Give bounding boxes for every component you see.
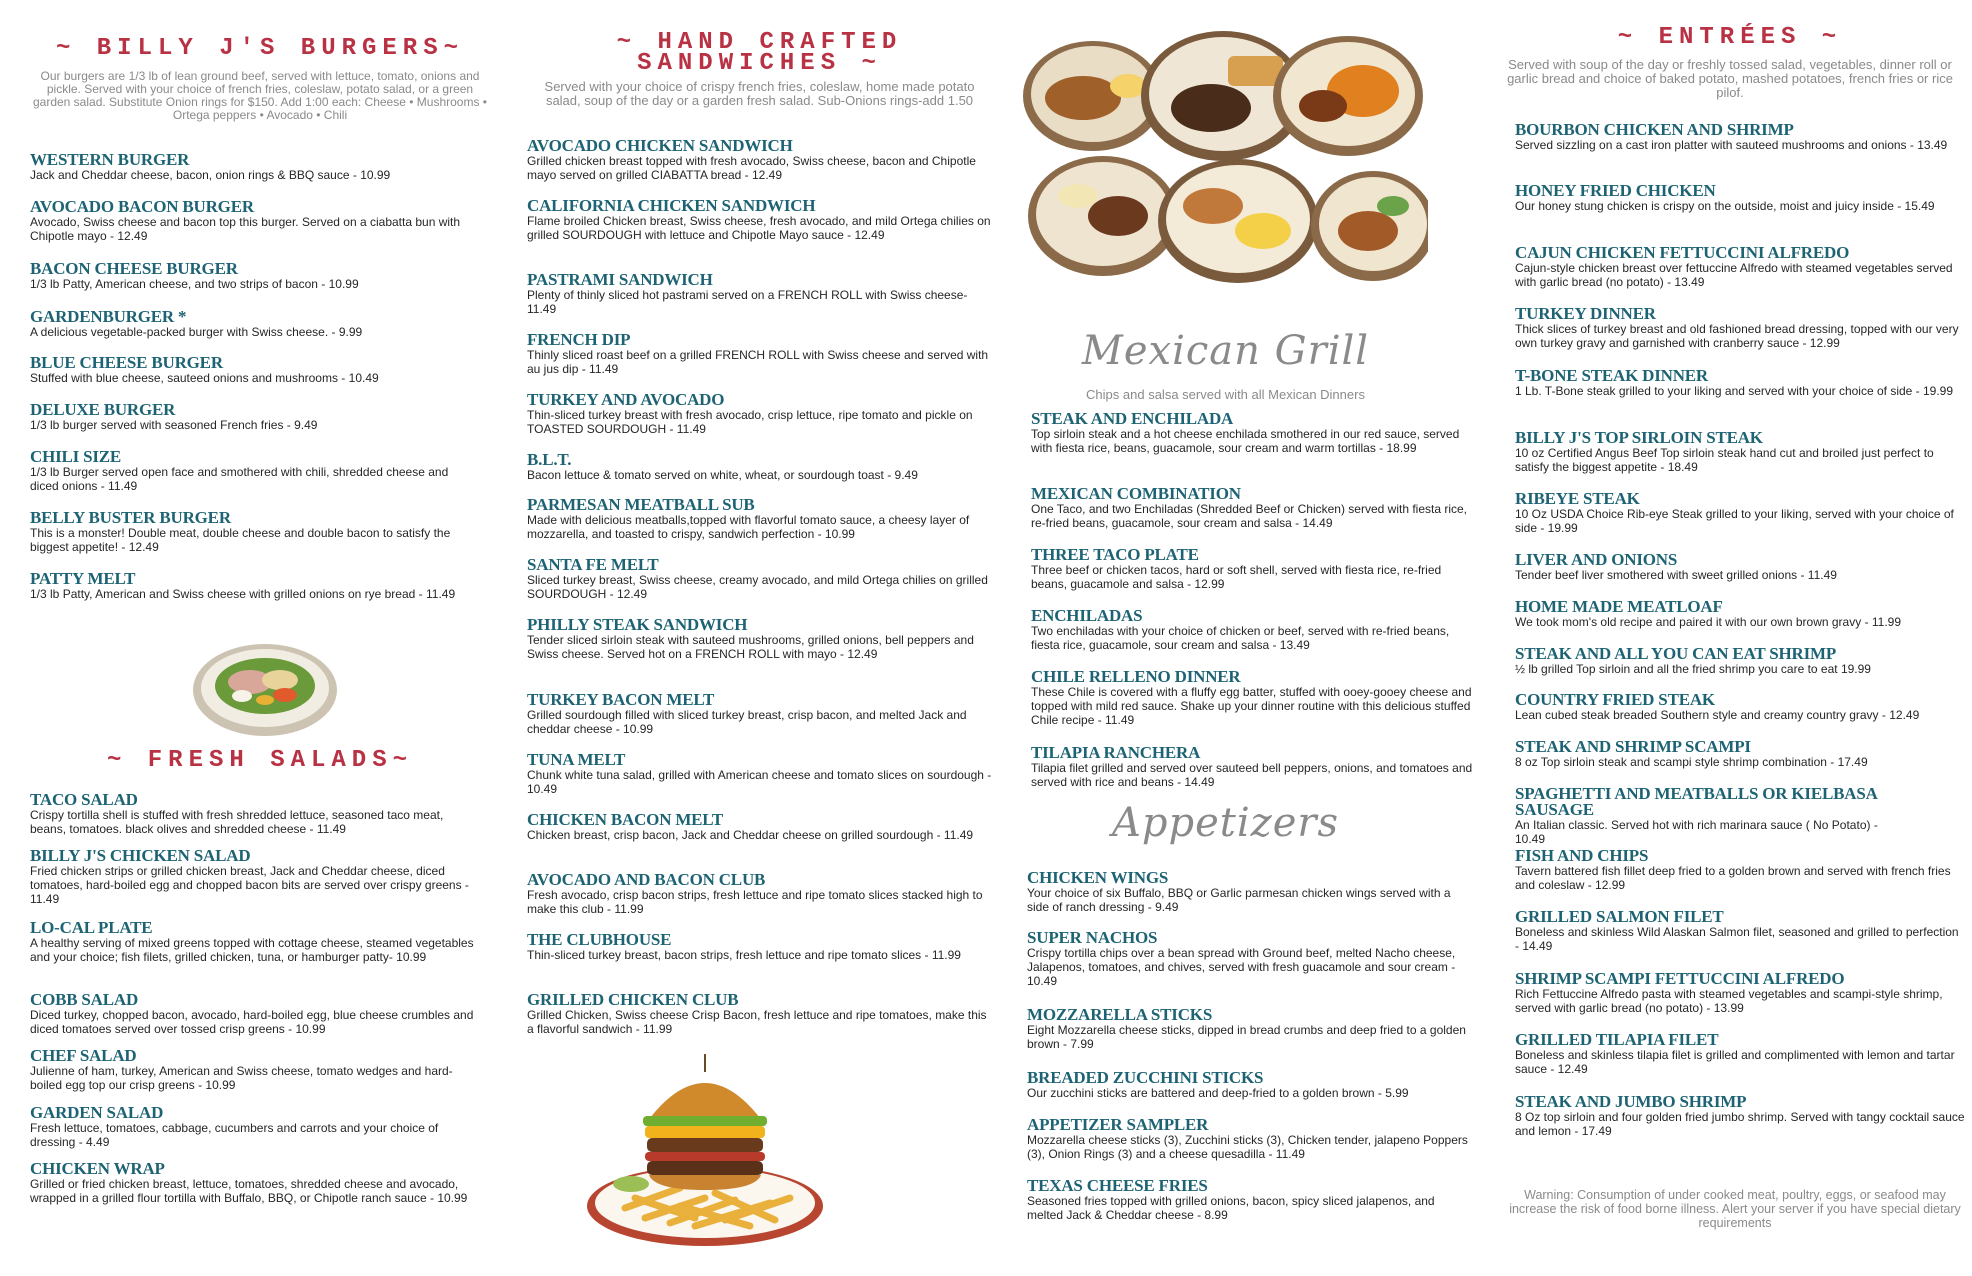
item-description: Our honey stung chicken is crispy on the outside, moist and juicy inside - 15.49 bbox=[1515, 199, 1935, 213]
item-description: Thinly sliced roast beef on a grilled FRENCH ROLL with Swiss cheese and served with au jus dip - 11.49 bbox=[527, 348, 989, 376]
item-description: 1 Lb. T-Bone steak grilled to your liking and served with your choice of side - 19.99 bbox=[1515, 384, 1954, 398]
item-description: 1/3 lb burger served with seasoned French fries - 9.49 bbox=[30, 418, 318, 432]
entrees-intro: Served with soup of the day or freshly tossed salad, vegetables, dinner roll or garlic bread and choice of baked potato, mashed potatoes, french fries or rice pilof. bbox=[1507, 57, 1953, 100]
item-name: CAJUN CHICKEN FETTUCCINI ALFREDO bbox=[1515, 243, 1850, 262]
item-description: Flame broiled Chicken breast, Swiss cheese, fresh avocado, and mild Ortega chilies on grilled SOURDOUGH with lettuce and Chipotle Mayo sauce - 12.49 bbox=[527, 214, 991, 242]
item-name: SANTA FE MELT bbox=[527, 555, 659, 574]
menu-item bbox=[1515, 183, 1965, 213]
menu-item bbox=[1031, 669, 1473, 727]
item-description: Grilled or fried chicken breast, lettuce, tomatoes, shredded cheese and avocado, wrapped in a grilled flour tortilla with Buffalo, BBQ, or Chipotle ranch sauce - 10.99 bbox=[30, 1177, 468, 1205]
item-description: Tender beef liver smothered with sweet grilled onions - 11.49 bbox=[1515, 568, 1837, 582]
item-description: 10 oz Certified Angus Beef Top sirloin steak hand cut and broiled just perfect to satisfy the biggest appetite - 18.49 bbox=[1515, 446, 1934, 474]
menu-item bbox=[1515, 909, 1965, 953]
item-name: CHICKEN WINGS bbox=[1027, 868, 1169, 887]
menu-item bbox=[527, 812, 992, 842]
item-description: Chicken breast, crisp bacon, Jack and Cheddar cheese on grilled sourdough - 11.49 bbox=[527, 828, 974, 842]
item-name: BELLY BUSTER BURGER bbox=[30, 508, 231, 527]
menu-item bbox=[30, 848, 480, 906]
item-name: CHILI SIZE bbox=[30, 447, 122, 466]
item-name: ENCHILADAS bbox=[1031, 606, 1143, 625]
item-name: TURKEY BACON MELT bbox=[527, 690, 715, 709]
item-description: A delicious vegetable-packed burger with Swiss cheese. - 9.99 bbox=[30, 325, 363, 339]
menu-item bbox=[1515, 786, 1895, 846]
item-name: PATTY MELT bbox=[30, 569, 136, 588]
item-name: MOZZARELLA STICKS bbox=[1027, 1005, 1213, 1024]
item-description: Eight Mozzarella cheese sticks, dipped in bread crumbs and deep fried to a golden brown - 7.99 bbox=[1027, 1023, 1466, 1051]
menu-item bbox=[1031, 547, 1473, 591]
item-name: GARDENBURGER * bbox=[30, 307, 187, 326]
item-description: Thick slices of turkey breast and old fashioned bread dressing, topped with our very own turkey gravy and garnished with cranberry sauce - 12.99 bbox=[1515, 322, 1959, 350]
item-description: One Taco, and two Enchiladas (Shredded Beef or Chicken) served with fiesta rice, re-fried beans, guacamole, sour cream and salsa - 14.49 bbox=[1031, 502, 1468, 530]
item-description: Tavern battered fish fillet deep fried to a golden brown and served with french fries and coleslaw - 12.99 bbox=[1515, 864, 1951, 892]
menu-item bbox=[1031, 608, 1473, 652]
item-name: SPAGHETTI AND MEATBALLS OR KIELBASA SAUSAGE bbox=[1515, 784, 1877, 819]
item-description: Tender sliced sirloin steak with sauteed mushrooms, grilled onions, bell peppers and Swiss cheese. Served hot on a FRENCH ROLL with mayo - 12.49 bbox=[527, 633, 974, 661]
item-description: Top sirloin steak and a hot cheese enchilada smothered in our red sauce, served with fiesta rice, beans, guacamole, sour cream and warm tortillas - 18.99 bbox=[1031, 427, 1460, 455]
menu-item bbox=[1027, 1007, 1473, 1051]
menu-item bbox=[1515, 692, 1965, 722]
item-description: ½ lb grilled Top sirloin and all the fried shrimp you care to eat 19.99 bbox=[1515, 662, 1871, 676]
item-name: CHICKEN BACON MELT bbox=[527, 810, 724, 829]
burgers-title: ~ BILLY J'S BURGERS~ bbox=[55, 35, 465, 62]
menu-item bbox=[30, 261, 490, 291]
item-name: FRENCH DIP bbox=[527, 330, 631, 349]
item-name: GRILLED CHICKEN CLUB bbox=[527, 990, 739, 1009]
item-name: BREADED ZUCCHINI STICKS bbox=[1027, 1068, 1264, 1087]
menu-item bbox=[1515, 245, 1965, 289]
item-name: PHILLY STEAK SANDWICH bbox=[527, 615, 748, 634]
item-name: TEXAS CHEESE FRIES bbox=[1027, 1176, 1208, 1195]
item-name: PASTRAMI SANDWICH bbox=[527, 270, 713, 289]
menu-item bbox=[1515, 599, 1965, 629]
menu-item bbox=[1027, 1178, 1473, 1222]
item-name: BILLY J'S CHICKEN SALAD bbox=[30, 846, 251, 865]
item-description: This is a monster! Double meat, double cheese and double bacon to satisfy the biggest appetite! - 12.49 bbox=[30, 526, 451, 554]
item-name: HOME MADE MEATLOAF bbox=[1515, 597, 1723, 616]
item-description: 1/3 lb Patty, American cheese, and two strips of bacon - 10.99 bbox=[30, 277, 359, 291]
item-description: Three beef or chicken tacos, hard or soft shell, served with fiesta rice, re-fried beans, guacamole and salsa - 12.99 bbox=[1031, 563, 1442, 591]
item-name: TURKEY AND AVOCADO bbox=[527, 390, 725, 409]
item-name: LIVER AND ONIONS bbox=[1515, 550, 1678, 569]
item-description: Fried chicken strips or grilled chicken breast, Jack and Cheddar cheese, diced tomatoes, hard-boiled egg and chopped bacon bits are served over crispy greens - 11.49 bbox=[30, 864, 469, 906]
mexican-food-collage-image bbox=[1023, 26, 1428, 326]
item-name: CALIFORNIA CHICKEN SANDWICH bbox=[527, 196, 816, 215]
item-name: STEAK AND SHRIMP SCAMPI bbox=[1515, 737, 1751, 756]
mexican-intro: Chips and salsa served with all Mexican Dinners bbox=[1086, 387, 1365, 402]
item-description: Mozzarella cheese sticks (3), Zucchini sticks (3), Chicken tender, jalapeno Poppers (3), Onion Rings (3) and a cheese quesadilla - 11.49 bbox=[1027, 1133, 1468, 1161]
menu-item bbox=[1031, 486, 1473, 530]
menu-item bbox=[30, 1048, 480, 1092]
item-description: A healthy serving of mixed greens topped with cottage cheese, steamed vegetables and your choice; fish filets, grilled chicken, tuna, or hamburger patty- 10.99 bbox=[30, 936, 474, 964]
item-description: Crispy tortilla chips over a bean spread with Ground beef, melted Nacho cheese, Jalapenos, tomatoes, and chives, served with fresh guacamole and sour cream - 10.49 bbox=[1027, 946, 1456, 988]
menu-item bbox=[527, 557, 992, 601]
entrees-title: ~ ENTRÉES ~ bbox=[1617, 24, 1843, 51]
item-description: Thin-sliced turkey breast with fresh avocado, crisp lettuce, ripe tomato and pickle on TOASTED SOURDOUGH - 11.49 bbox=[527, 408, 973, 436]
item-description: Julienne of ham, turkey, American and Swiss cheese, tomato wedges and hard-boiled egg top our crisp greens - 10.99 bbox=[30, 1064, 453, 1092]
menu-item bbox=[527, 272, 992, 316]
item-description: Our zucchini sticks are battered and deep-fried to a golden brown - 5.99 bbox=[1027, 1086, 1409, 1100]
item-name: STEAK AND ALL YOU CAN EAT SHRIMP bbox=[1515, 644, 1837, 663]
item-description: 1/3 lb Burger served open face and smothered with chili, shredded cheese and diced onions - 11.49 bbox=[30, 465, 449, 493]
menu-item bbox=[527, 452, 992, 482]
item-name: THE CLUBHOUSE bbox=[527, 930, 672, 949]
menu-item bbox=[527, 617, 992, 661]
item-description: Crispy tortilla shell is stuffed with fresh shredded lettuce, seasoned taco meat, beans, tomatoes. black olives and shredded cheese - 11.49 bbox=[30, 808, 444, 836]
sandwiches-title-line2: SANDWICHES ~ bbox=[637, 50, 882, 77]
item-description: Made with delicious meatballs,topped with flavorful tomato sauce, a cheesy layer of mozzarella, and toasted to crispy, sandwich perfection - 10.99 bbox=[527, 513, 970, 541]
item-description: Lean cubed steak breaded Southern style and creamy country gravy - 12.49 bbox=[1515, 708, 1920, 722]
item-name: COUNTRY FRIED STEAK bbox=[1515, 690, 1715, 709]
item-name: HONEY FRIED CHICKEN bbox=[1515, 181, 1716, 200]
menu-item bbox=[527, 138, 992, 182]
item-name: LO-CAL PLATE bbox=[30, 918, 153, 937]
menu-item bbox=[527, 872, 992, 916]
menu-item bbox=[30, 792, 480, 836]
menu-item bbox=[1515, 491, 1965, 535]
menu-item bbox=[30, 992, 480, 1036]
menu-item bbox=[30, 355, 490, 385]
item-name: TILAPIA RANCHERA bbox=[1031, 743, 1201, 762]
menu-item bbox=[527, 932, 992, 962]
item-description: Fresh lettuce, tomatoes, cabbage, cucumbers and carrots and your choice of dressing - 4.49 bbox=[30, 1121, 439, 1149]
item-name: THREE TACO PLATE bbox=[1031, 545, 1199, 564]
item-name: GARDEN SALAD bbox=[30, 1103, 164, 1122]
menu-item bbox=[527, 497, 992, 541]
item-description: 1/3 lb Patty, American and Swiss cheese with grilled onions on rye bread - 11.49 bbox=[30, 587, 456, 601]
item-description: Diced turkey, chopped bacon, avocado, hard-boiled egg, blue cheese crumbles and diced tomatoes served over tossed crisp greens - 10.99 bbox=[30, 1008, 474, 1036]
item-description: Avocado, Swiss cheese and bacon top this burger. Served on a ciabatta bun with Chipotle mayo - 12.49 bbox=[30, 215, 461, 243]
item-name: COBB SALAD bbox=[30, 990, 139, 1009]
menu-item bbox=[30, 510, 470, 554]
menu-item bbox=[30, 920, 480, 964]
item-name: CHEF SALAD bbox=[30, 1046, 137, 1065]
item-description: Your choice of six Buffalo, BBQ or Garlic parmesan chicken wings served with a side of ranch dressing - 9.49 bbox=[1027, 886, 1451, 914]
item-description: Cajun-style chicken breast over fettuccine Alfredo with steamed vegetables served with garlic bread (no potato) - 13.49 bbox=[1515, 261, 1953, 289]
item-name: TURKEY DINNER bbox=[1515, 304, 1656, 323]
menu-item bbox=[527, 392, 992, 436]
item-description: 8 oz Top sirloin steak and scampi style shrimp combination - 17.49 bbox=[1515, 755, 1868, 769]
item-name: WESTERN BURGER bbox=[30, 150, 190, 169]
item-description: An Italian classic. Served hot with rich marinara sauce ( No Potato) - 10.49 bbox=[1515, 818, 1878, 846]
item-name: DELUXE BURGER bbox=[30, 400, 176, 419]
item-description: Stuffed with blue cheese, sauteed onions and mushrooms - 10.49 bbox=[30, 371, 379, 385]
menu-item bbox=[1515, 122, 1965, 152]
menu-item bbox=[1515, 1032, 1965, 1076]
menu-item bbox=[30, 199, 490, 243]
menu-item bbox=[30, 1105, 480, 1149]
item-description: Two enchiladas with your choice of chicken or beef, served with re-fried beans, fiesta rice, guacamole, sour cream and salsa - 13.49 bbox=[1031, 624, 1450, 652]
item-description: Seasoned fries topped with grilled onions, bacon, spicy sliced jalapenos, and melted Jack & Cheddar cheese - 8.99 bbox=[1027, 1194, 1435, 1222]
item-description: Fresh avocado, crisp bacon strips, fresh lettuce and ripe tomato slices stacked high to make this club - 11.99 bbox=[527, 888, 983, 916]
item-description: We took mom's old recipe and paired it with our own brown gravy - 11.99 bbox=[1515, 615, 1902, 629]
item-description: Grilled sourdough filled with sliced turkey breast, crisp bacon, and melted Jack and cheddar cheese - 10.99 bbox=[527, 708, 967, 736]
burgers-intro: Our burgers are 1/3 lb of lean ground beef, served with lettuce, tomato, onions and pickle. Served with your choice of french fries, coleslaw, potato salad, or a green garden salad. Substitute Onion rings for $150. Add 1:00 each: Cheese • Mushrooms • Ortega peppers • Avocado • Chili bbox=[32, 69, 487, 122]
item-description: Boneless and skinless tilapia filet is grilled and complimented with lemon and tartar sauce - 12.49 bbox=[1515, 1048, 1955, 1076]
item-description: These Chile is covered with a fluffy egg batter, stuffed with ooey-gooey cheese and topped with mild red sauce. Shake up your dinner routine with this delicious stuffed Chile recipe - 11.49 bbox=[1031, 685, 1472, 727]
menu-item bbox=[1515, 848, 1965, 892]
item-name: TACO SALAD bbox=[30, 790, 138, 809]
item-description: Grilled Chicken, Swiss cheese Crisp Bacon, fresh lettuce and ripe tomatoes, make this a flavorful sandwich - 11.99 bbox=[527, 1008, 987, 1036]
item-name: FISH AND CHIPS bbox=[1515, 846, 1649, 865]
item-name: RIBEYE STEAK bbox=[1515, 489, 1640, 508]
menu-item bbox=[30, 571, 480, 601]
menu-item bbox=[30, 152, 490, 182]
health-warning: Warning: Consumption of under cooked meat, poultry, eggs, or seafood may increase the risk of food borne illness. Alert your server if you have special dietary requirements bbox=[1509, 1188, 1961, 1230]
item-description: Boneless and skinless Wild Alaskan Salmon filet, seasoned and grilled to perfection - 14.49 bbox=[1515, 925, 1959, 953]
menu-item bbox=[1031, 745, 1473, 789]
item-description: Served sizzling on a cast iron platter with sauteed mushrooms and onions - 13.49 bbox=[1515, 138, 1948, 152]
menu-item bbox=[527, 198, 992, 242]
item-description: 8 Oz top sirloin and four golden fried jumbo shrimp. Served with tangy cocktail sauce and lemon - 17.49 bbox=[1515, 1110, 1965, 1138]
item-description: Jack and Cheddar cheese, bacon, onion rings & BBQ sauce - 10.99 bbox=[30, 168, 391, 182]
item-description: Chunk white tuna salad, grilled with American cheese and tomato slices on sourdough - 10.49 bbox=[527, 768, 992, 796]
mexican-grill-title: Mexican Grill bbox=[1081, 328, 1370, 374]
item-description: Grilled chicken breast topped with fresh avocado, Swiss cheese, bacon and Chipotle mayo served on grilled CIABATTA bread - 12.49 bbox=[527, 154, 976, 182]
item-name: APPETIZER SAMPLER bbox=[1027, 1115, 1209, 1134]
menu-item bbox=[1515, 739, 1965, 769]
item-name: AVOCADO CHICKEN SANDWICH bbox=[527, 136, 793, 155]
item-name: CHILE RELLENO DINNER bbox=[1031, 667, 1241, 686]
item-description: 10 Oz USDA Choice Rib-eye Steak grilled to your liking, served with your choice of side - 19.99 bbox=[1515, 507, 1954, 535]
item-name: SHRIMP SCAMPI FETTUCCINI ALFREDO bbox=[1515, 969, 1845, 988]
item-description: Rich Fettuccine Alfredo pasta with steamed vegetables and scampi-style shrimp, served with garlic bread (no potato) - 13.99 bbox=[1515, 987, 1943, 1015]
menu-item bbox=[1515, 552, 1965, 582]
item-name: T-BONE STEAK DINNER bbox=[1515, 366, 1709, 385]
salads-title: ~ FRESH SALADS~ bbox=[106, 747, 414, 774]
menu-item bbox=[30, 402, 490, 432]
menu-item bbox=[30, 449, 470, 493]
item-name: AVOCADO AND BACON CLUB bbox=[527, 870, 766, 889]
item-name: PARMESAN MEATBALL SUB bbox=[527, 495, 755, 514]
item-name: AVOCADO BACON BURGER bbox=[30, 197, 254, 216]
menu-item bbox=[1031, 411, 1473, 455]
menu-item bbox=[1027, 1070, 1473, 1100]
item-description: Thin-sliced turkey breast, bacon strips, fresh lettuce and ripe tomato slices - 11.99 bbox=[527, 948, 961, 962]
item-name: BILLY J'S TOP SIRLOIN STEAK bbox=[1515, 428, 1763, 447]
menu-item bbox=[1027, 1117, 1473, 1161]
salad-plate-image bbox=[190, 640, 340, 740]
item-name: BACON CHEESE BURGER bbox=[30, 259, 238, 278]
item-name: B.L.T. bbox=[527, 450, 572, 469]
menu-item bbox=[527, 692, 992, 736]
menu-item bbox=[1515, 1094, 1965, 1138]
item-description: Bacon lettuce & tomato served on white, wheat, or sourdough toast - 9.49 bbox=[527, 468, 918, 482]
item-name: STEAK AND ENCHILADA bbox=[1031, 409, 1234, 428]
menu-item bbox=[1515, 306, 1965, 350]
item-description: Sliced turkey breast, Swiss cheese, creamy avocado, and mild Ortega chilies on grilled SOURDOUGH - 12.49 bbox=[527, 573, 988, 601]
item-name: SUPER NACHOS bbox=[1027, 928, 1158, 947]
menu-item bbox=[1027, 870, 1473, 914]
menu-item bbox=[1515, 368, 1965, 398]
sandwiches-intro: Served with your choice of crispy french fries, coleslaw, home made potato salad, soup of the day or a garden fresh salad. Sub-Onions rings-add 1.50 bbox=[544, 79, 975, 108]
item-name: BOURBON CHICKEN AND SHRIMP bbox=[1515, 120, 1794, 139]
menu-item bbox=[30, 309, 490, 339]
item-name: STEAK AND JUMBO SHRIMP bbox=[1515, 1092, 1747, 1111]
menu-item bbox=[527, 752, 992, 796]
item-name: CHICKEN WRAP bbox=[30, 1159, 165, 1178]
sandwiches-title-line1: ~ HAND CRAFTED bbox=[616, 29, 903, 56]
menu-item bbox=[1515, 971, 1965, 1015]
menu-item bbox=[1515, 430, 1965, 474]
menu-item bbox=[30, 1161, 480, 1205]
menu-item bbox=[1027, 930, 1473, 988]
appetizers-title: Appetizers bbox=[1111, 800, 1340, 846]
item-description: Plenty of thinly sliced hot pastrami served on a FRENCH ROLL with Swiss cheese- 11.49 bbox=[527, 288, 968, 316]
burger-plate-image bbox=[585, 1048, 825, 1248]
menu-item bbox=[527, 992, 992, 1036]
item-name: GRILLED SALMON FILET bbox=[1515, 907, 1724, 926]
item-name: TUNA MELT bbox=[527, 750, 626, 769]
item-name: GRILLED TILAPIA FILET bbox=[1515, 1030, 1719, 1049]
menu-item bbox=[527, 332, 992, 376]
item-name: BLUE CHEESE BURGER bbox=[30, 353, 223, 372]
item-description: Tilapia filet grilled and served over sauteed bell peppers, onions, and tomatoes and served with rice and beans - 14.49 bbox=[1031, 761, 1473, 789]
menu-item bbox=[1515, 646, 1965, 676]
item-name: MEXICAN COMBINATION bbox=[1031, 484, 1241, 503]
